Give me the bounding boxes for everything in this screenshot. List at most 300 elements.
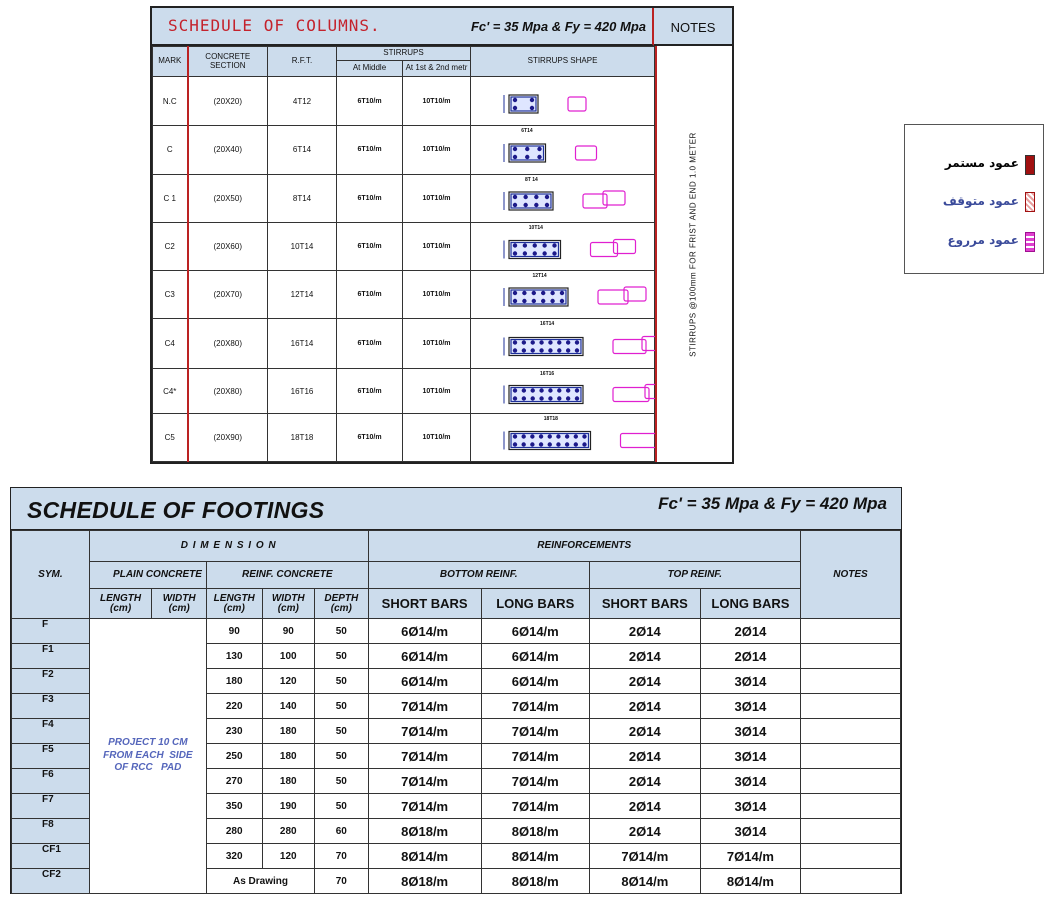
stirrup-outline xyxy=(511,290,566,304)
bottom-long-bars: 6Ø14/m xyxy=(481,619,589,644)
top-short-bars: 2Ø14 xyxy=(589,619,700,644)
bottom-long-bars: 6Ø14/m xyxy=(481,644,589,669)
rebar-dot xyxy=(531,388,535,392)
column-stirrups-ends: 10T10/m xyxy=(403,319,471,369)
column-section-drawing xyxy=(471,271,655,317)
column-section-drawing xyxy=(471,415,655,460)
header-dimension: D I M E N S I O N xyxy=(89,531,368,562)
legend-stopped-column: عمود متوقف xyxy=(942,194,1019,208)
header-sym: SYM. xyxy=(12,531,90,619)
column-section: (20X50) xyxy=(188,174,268,223)
footing-length: 180 xyxy=(206,669,262,694)
rebar-dot xyxy=(534,195,538,199)
rebar-dot xyxy=(513,203,517,207)
stirrup-shape-loop xyxy=(642,337,655,351)
rebar-dot xyxy=(548,396,552,400)
column-mark: C4 xyxy=(153,319,188,369)
footing-notes xyxy=(800,819,900,844)
footing-sym: F5 xyxy=(12,744,90,769)
rebar-dot xyxy=(539,340,543,344)
bottom-short-bars: 8Ø18/m xyxy=(368,819,481,844)
footing-width: 120 xyxy=(262,844,315,869)
column-stirrups-middle: 6T10/m xyxy=(337,77,403,126)
footing-length: 350 xyxy=(206,794,262,819)
rebar-dot xyxy=(548,434,552,438)
column-rft: 16T14 xyxy=(268,319,337,369)
stirrup-shape-loop xyxy=(645,384,655,398)
rebar-dot xyxy=(531,340,535,344)
columns-notes-title: NOTES xyxy=(670,20,716,35)
footing-width: 100 xyxy=(262,644,315,669)
footing-depth: 50 xyxy=(315,669,369,694)
rebar-dot xyxy=(513,291,517,295)
header-stirrups: STIRRUPS xyxy=(337,47,471,61)
footing-width: 140 xyxy=(262,694,315,719)
rebar-dot xyxy=(522,291,526,295)
stirrup-outline xyxy=(511,387,581,401)
rebar-dot xyxy=(560,299,564,303)
rebar-dot xyxy=(548,442,552,446)
rebar-dot xyxy=(522,388,526,392)
top-short-bars: 2Ø14 xyxy=(589,794,700,819)
top-short-bars: 7Ø14/m xyxy=(589,844,700,869)
bottom-long-bars: 8Ø18/m xyxy=(481,869,589,894)
column-stirrups-ends: 10T10/m xyxy=(403,125,471,174)
bars-label: 10T14 xyxy=(528,225,543,232)
footing-notes xyxy=(800,694,900,719)
top-short-bars: 2Ø14 xyxy=(589,719,700,744)
footing-length: 250 xyxy=(206,744,262,769)
header-bottom-short-bars: SHORT BARS xyxy=(368,589,481,619)
column-section-drawing xyxy=(471,78,655,124)
header-mark: MARK xyxy=(153,47,188,77)
stirrup-shape-loop xyxy=(621,434,656,448)
rebar-dot xyxy=(539,442,543,446)
plain-concrete-note-line: OF RCC PAD xyxy=(114,762,182,774)
rebar-dot xyxy=(556,434,560,438)
rebar-dot xyxy=(541,299,545,303)
footing-length: 230 xyxy=(206,719,262,744)
bars-label: 16T16 xyxy=(540,370,555,377)
footings-title-bar xyxy=(11,488,901,530)
legend-planted-column: عمود مرروع xyxy=(947,233,1019,247)
top-short-bars: 2Ø14 xyxy=(589,769,700,794)
bottom-long-bars: 7Ø14/m xyxy=(481,769,589,794)
column-section: (20X70) xyxy=(188,270,268,319)
bottom-short-bars: 7Ø14/m xyxy=(368,744,481,769)
rebar-dot xyxy=(513,348,517,352)
header-top-reinf: TOP REINF. xyxy=(589,562,800,589)
rebar-dot xyxy=(575,348,579,352)
rebar-dot xyxy=(530,106,534,110)
stirrup-shape-loop xyxy=(568,97,586,111)
continuous-column-swatch xyxy=(1025,155,1035,175)
top-long-bars: 3Ø14 xyxy=(700,769,800,794)
column-row xyxy=(153,125,655,174)
rebar-dot xyxy=(539,434,543,438)
header-bottom-reinf: BOTTOM REINF. xyxy=(368,562,589,589)
footing-depth: 50 xyxy=(315,744,369,769)
rebar-dot xyxy=(556,442,560,446)
top-short-bars: 2Ø14 xyxy=(589,744,700,769)
rebar-dot xyxy=(545,203,549,207)
stirrups-note: STIRRUPS @100mm FOR FRIST AND END 1.0 METER xyxy=(688,132,698,357)
bottom-short-bars: 8Ø18/m xyxy=(368,869,481,894)
stirrup-shape-loop xyxy=(624,287,646,301)
footing-depth: 60 xyxy=(315,819,369,844)
footing-notes xyxy=(800,744,900,769)
top-short-bars: 2Ø14 xyxy=(589,694,700,719)
rebar-dot xyxy=(541,291,545,295)
rebar-dot xyxy=(566,340,570,344)
header-reinf-width: WIDTH (cm) xyxy=(262,589,315,619)
rebar-dot xyxy=(552,251,556,255)
footings-schedule xyxy=(11,488,901,893)
footing-sym: F2 xyxy=(12,669,90,694)
footing-sym: CF1 xyxy=(12,844,90,869)
column-stirrups-middle: 6T10/m xyxy=(337,414,403,462)
top-long-bars: 8Ø14/m xyxy=(700,869,800,894)
column-stirrups-ends: 10T10/m xyxy=(403,223,471,271)
rebar-dot xyxy=(522,348,526,352)
bottom-short-bars: 6Ø14/m xyxy=(368,619,481,644)
bars-label: 12T14 xyxy=(532,272,547,279)
column-row xyxy=(153,77,655,126)
column-stirrups-ends: 10T10/m xyxy=(403,77,471,126)
rebar-dot xyxy=(523,243,527,247)
rebar-dot xyxy=(539,396,543,400)
footing-sym: F7 xyxy=(12,794,90,819)
rebar-dot xyxy=(513,299,517,303)
footing-sym: F xyxy=(12,619,90,644)
planted-column-swatch xyxy=(1025,232,1035,252)
column-stirrups-shape xyxy=(471,223,655,271)
footing-width: 90 xyxy=(262,619,315,644)
footing-length: 270 xyxy=(206,769,262,794)
rebar-dot xyxy=(513,442,517,446)
header-rft: R.F.T. xyxy=(268,47,337,77)
rebar-dot xyxy=(513,434,517,438)
bottom-long-bars: 7Ø14/m xyxy=(481,744,589,769)
footing-sym: F3 xyxy=(12,694,90,719)
footing-depth: 50 xyxy=(315,619,369,644)
rebar-dot xyxy=(566,388,570,392)
rebar-dot xyxy=(574,442,578,446)
top-long-bars: 3Ø14 xyxy=(700,744,800,769)
bars-label: 18T18 xyxy=(543,416,558,423)
column-rft: 16T16 xyxy=(268,368,337,414)
rebar-dot xyxy=(542,243,546,247)
rebar-dot xyxy=(513,195,517,199)
footing-depth: 70 xyxy=(315,844,369,869)
stirrup-shape-loop xyxy=(576,146,597,160)
bottom-long-bars: 8Ø14/m xyxy=(481,844,589,869)
footing-sym: F8 xyxy=(12,819,90,844)
rebar-dot xyxy=(560,291,564,295)
bottom-short-bars: 7Ø14/m xyxy=(368,694,481,719)
rebar-dot xyxy=(533,243,537,247)
footing-width: 280 xyxy=(262,819,315,844)
rebar-dot xyxy=(539,388,543,392)
top-long-bars: 3Ø14 xyxy=(700,819,800,844)
column-section: (20X40) xyxy=(188,125,268,174)
column-stirrups-shape xyxy=(471,319,655,369)
bottom-long-bars: 7Ø14/m xyxy=(481,719,589,744)
header-stirrups-shape: STIRRUPS SHAPE xyxy=(471,47,655,77)
top-short-bars: 8Ø14/m xyxy=(589,869,700,894)
header-top-short-bars: SHORT BARS xyxy=(589,589,700,619)
columns-schedule xyxy=(152,8,732,462)
column-section: (20X90) xyxy=(188,414,268,462)
bottom-long-bars: 7Ø14/m xyxy=(481,794,589,819)
rebar-dot xyxy=(523,195,527,199)
rebar-dot xyxy=(525,155,529,159)
column-stirrups-shape xyxy=(471,368,655,414)
rebar-dot xyxy=(522,340,526,344)
header-at-ends: At 1st & 2nd metr xyxy=(403,61,471,77)
rebar-dot xyxy=(582,442,586,446)
column-row xyxy=(153,270,655,319)
column-section-drawing xyxy=(471,224,655,269)
column-stirrups-middle: 6T10/m xyxy=(337,368,403,414)
footings-title: SCHEDULE OF FOOTINGS xyxy=(27,497,325,523)
columns-table xyxy=(152,46,655,462)
rebar-dot xyxy=(525,147,529,151)
footing-notes xyxy=(800,719,900,744)
legend-continuous-column: عمود مستمر xyxy=(944,156,1019,170)
rebar-dot xyxy=(534,203,538,207)
columns-fc-fy: Fc' = 35 Mpa & Fy = 420 Mpa xyxy=(470,19,646,34)
header-notes: NOTES xyxy=(800,531,900,619)
header-reinforcements: REINFORCEMENTS xyxy=(368,531,800,562)
rebar-dot xyxy=(548,340,552,344)
footing-depth: 50 xyxy=(315,794,369,819)
rebar-dot xyxy=(565,434,569,438)
rebar-dot xyxy=(530,434,534,438)
header-top-long-bars: LONG BARS xyxy=(700,589,800,619)
footing-depth: 50 xyxy=(315,769,369,794)
stirrup-shape-loop xyxy=(614,239,636,253)
header-bottom-long-bars: LONG BARS xyxy=(481,589,589,619)
bottom-short-bars: 6Ø14/m xyxy=(368,669,481,694)
header-plain-length: LENGTH (cm) xyxy=(89,589,152,619)
column-mark: C5 xyxy=(153,414,188,462)
rebar-dot xyxy=(574,434,578,438)
column-stirrups-shape xyxy=(471,174,655,223)
rebar-dot xyxy=(513,106,517,110)
column-mark: C2 xyxy=(153,223,188,271)
column-section: (20X80) xyxy=(188,368,268,414)
column-stirrups-ends: 10T10/m xyxy=(403,414,471,462)
rebar-dot xyxy=(522,299,526,303)
columns-notes-column xyxy=(654,46,732,462)
footing-length: 320 xyxy=(206,844,262,869)
column-section-drawing xyxy=(471,127,655,173)
rebar-dot xyxy=(523,251,527,255)
column-stirrups-middle: 6T10/m xyxy=(337,270,403,319)
top-long-bars: 7Ø14/m xyxy=(700,844,800,869)
rebar-dot xyxy=(557,396,561,400)
bottom-long-bars: 7Ø14/m xyxy=(481,694,589,719)
top-long-bars: 3Ø14 xyxy=(700,669,800,694)
footing-sym: F6 xyxy=(12,769,90,794)
footing-depth: 50 xyxy=(315,719,369,744)
bottom-short-bars: 7Ø14/m xyxy=(368,794,481,819)
rebar-dot xyxy=(566,348,570,352)
column-mark: C xyxy=(153,125,188,174)
footing-notes xyxy=(800,869,900,894)
column-rft: 8T14 xyxy=(268,174,337,223)
rebar-dot xyxy=(550,299,554,303)
rebar-dot xyxy=(557,340,561,344)
footing-sym: F4 xyxy=(12,719,90,744)
top-short-bars: 2Ø14 xyxy=(589,819,700,844)
rebar-dot xyxy=(575,396,579,400)
footing-row xyxy=(12,619,901,644)
footing-length: 90 xyxy=(206,619,262,644)
top-long-bars: 3Ø14 xyxy=(700,719,800,744)
bottom-long-bars: 6Ø14/m xyxy=(481,669,589,694)
footing-length: 130 xyxy=(206,644,262,669)
bars-label: 6T14 xyxy=(521,127,533,134)
column-row xyxy=(153,414,655,462)
footing-length: 220 xyxy=(206,694,262,719)
rebar-dot xyxy=(513,147,517,151)
rebar-dot xyxy=(531,396,535,400)
rebar-dot xyxy=(513,98,517,102)
rebar-dot xyxy=(522,396,526,400)
rebar-dot xyxy=(532,291,536,295)
rebar-dot xyxy=(523,203,527,207)
footing-notes xyxy=(800,769,900,794)
rebar-dot xyxy=(548,348,552,352)
bars-label: 16T14 xyxy=(540,321,555,328)
bottom-short-bars: 7Ø14/m xyxy=(368,719,481,744)
footings-fc-fy: Fc' = 35 Mpa & Fy = 420 Mpa xyxy=(658,494,887,513)
rebar-dot xyxy=(513,396,517,400)
column-rft: 12T14 xyxy=(268,270,337,319)
rebar-dot xyxy=(575,388,579,392)
rebar-dot xyxy=(532,299,536,303)
rebar-dot xyxy=(545,195,549,199)
rebar-dot xyxy=(565,442,569,446)
rebar-dot xyxy=(513,340,517,344)
column-mark: C 1 xyxy=(153,174,188,223)
rebar-dot xyxy=(582,434,586,438)
footing-length: As Drawing xyxy=(206,869,314,894)
column-section-drawing xyxy=(471,370,655,413)
plain-concrete-note xyxy=(89,619,206,894)
top-long-bars: 2Ø14 xyxy=(700,644,800,669)
rebar-dot xyxy=(530,442,534,446)
rebar-dot xyxy=(566,396,570,400)
column-row xyxy=(153,223,655,271)
footing-width: 180 xyxy=(262,744,315,769)
column-stirrups-middle: 6T10/m xyxy=(337,319,403,369)
footing-depth: 50 xyxy=(315,644,369,669)
column-section: (20X20) xyxy=(188,77,268,126)
rebar-dot xyxy=(522,434,526,438)
bars-label: 8T 14 xyxy=(525,176,538,183)
rebar-dot xyxy=(537,155,541,159)
rebar-dot xyxy=(539,348,543,352)
column-stirrups-ends: 10T10/m xyxy=(403,270,471,319)
footing-notes xyxy=(800,644,900,669)
footing-length: 280 xyxy=(206,819,262,844)
column-stirrups-shape xyxy=(471,414,655,462)
column-section: (20X60) xyxy=(188,223,268,271)
rebar-dot xyxy=(557,388,561,392)
header-reinf-length: LENGTH (cm) xyxy=(206,589,262,619)
bottom-short-bars: 8Ø14/m xyxy=(368,844,481,869)
bottom-short-bars: 7Ø14/m xyxy=(368,769,481,794)
rebar-dot xyxy=(548,388,552,392)
header-plain-concrete: PLAIN CONCRETE xyxy=(89,562,206,589)
rebar-dot xyxy=(537,147,541,151)
column-stirrups-shape xyxy=(471,77,655,126)
column-type-legend xyxy=(904,124,1044,274)
rebar-dot xyxy=(550,291,554,295)
column-section-drawing xyxy=(471,320,655,367)
stirrup-shape-loop xyxy=(603,191,625,205)
column-row xyxy=(153,368,655,414)
footing-width: 180 xyxy=(262,719,315,744)
header-concrete-section: CONCRETE SECTION xyxy=(188,47,268,77)
footing-notes xyxy=(800,794,900,819)
header-reinf-concrete: REINF. CONCRETE xyxy=(206,562,368,589)
top-long-bars: 3Ø14 xyxy=(700,694,800,719)
footing-width: 180 xyxy=(262,769,315,794)
column-rft: 10T14 xyxy=(268,223,337,271)
stirrup-shape-loop xyxy=(613,387,649,401)
column-stirrups-middle: 6T10/m xyxy=(337,174,403,223)
column-rft: 18T18 xyxy=(268,414,337,462)
column-stirrups-middle: 6T10/m xyxy=(337,125,403,174)
plain-concrete-note-line: FROM EACH SIDE xyxy=(103,749,193,761)
column-mark: N.C xyxy=(153,77,188,126)
top-long-bars: 2Ø14 xyxy=(700,619,800,644)
column-stirrups-ends: 10T10/m xyxy=(403,174,471,223)
columns-title-bar xyxy=(152,8,654,46)
header-at-middle: At Middle xyxy=(337,61,403,77)
columns-title: SCHEDULE OF COLUMNS. xyxy=(168,16,381,35)
bottom-long-bars: 8Ø18/m xyxy=(481,819,589,844)
footing-notes xyxy=(800,844,900,869)
footing-sym: F1 xyxy=(12,644,90,669)
column-stirrups-shape xyxy=(471,125,655,174)
stirrup-outline xyxy=(511,340,581,354)
rebar-dot xyxy=(513,155,517,159)
rebar-dot xyxy=(542,251,546,255)
footing-sym: CF2 xyxy=(12,869,90,894)
top-short-bars: 2Ø14 xyxy=(589,644,700,669)
stirrup-shape-loop xyxy=(613,340,646,354)
footing-depth: 70 xyxy=(315,869,369,894)
rebar-dot xyxy=(513,388,517,392)
column-mark: C4* xyxy=(153,368,188,414)
columns-notes-header xyxy=(654,8,732,46)
footings-table xyxy=(11,530,901,894)
header-plain-width: WIDTH (cm) xyxy=(152,589,207,619)
column-rft: 6T14 xyxy=(268,125,337,174)
header-reinf-depth: DEPTH (cm) xyxy=(315,589,369,619)
column-section: (20X80) xyxy=(188,319,268,369)
rebar-dot xyxy=(522,442,526,446)
column-section-drawing xyxy=(471,175,655,221)
plain-concrete-note-line: PROJECT 10 CM xyxy=(108,737,188,749)
top-short-bars: 2Ø14 xyxy=(589,669,700,694)
footing-depth: 50 xyxy=(315,694,369,719)
